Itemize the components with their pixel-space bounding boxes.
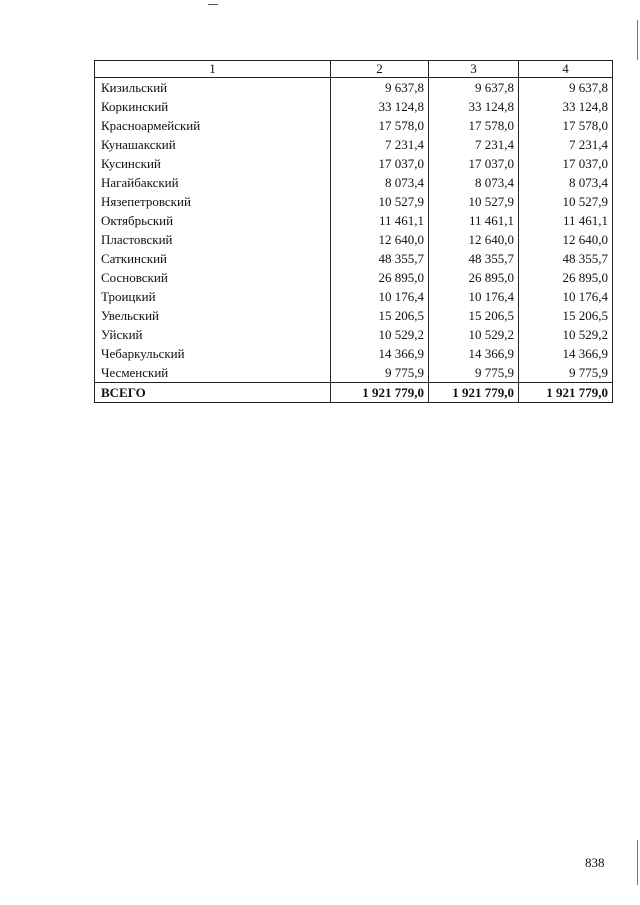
value-cell: 9 775,9 [331, 363, 429, 383]
table-row [95, 116, 613, 135]
table-row [95, 325, 613, 344]
value-cell: 12 640,0 [519, 230, 613, 249]
value-cell: 15 206,5 [429, 306, 519, 325]
total-label: ВСЕГО [95, 383, 331, 403]
value-cell: 17 037,0 [519, 154, 613, 173]
value-cell: 9 637,8 [331, 78, 429, 98]
table-row [95, 78, 613, 98]
value-cell: 48 355,7 [519, 249, 613, 268]
header-row [95, 61, 613, 78]
value-cell: 7 231,4 [429, 135, 519, 154]
table-body [95, 78, 613, 383]
column-header: 4 [519, 61, 613, 78]
value-cell: 8 073,4 [429, 173, 519, 192]
column-header: 1 [95, 61, 331, 78]
value-cell: 10 527,9 [519, 192, 613, 211]
value-cell: 15 206,5 [331, 306, 429, 325]
district-name-cell: Кизильский [95, 78, 331, 98]
total-row [95, 383, 613, 403]
value-cell: 10 529,2 [331, 325, 429, 344]
scan-edge-bottom [637, 840, 638, 885]
value-cell: 12 640,0 [429, 230, 519, 249]
value-cell: 8 073,4 [519, 173, 613, 192]
value-cell: 10 527,9 [429, 192, 519, 211]
table-row [95, 154, 613, 173]
page-number: 838 [585, 855, 605, 870]
total-value: 1 921 779,0 [429, 383, 519, 403]
district-name-cell: Чесменский [95, 363, 331, 383]
value-cell: 10 176,4 [519, 287, 613, 306]
value-cell: 10 176,4 [331, 287, 429, 306]
district-name-cell: Увельский [95, 306, 331, 325]
value-cell: 17 578,0 [331, 116, 429, 135]
district-name-cell: Кусинский [95, 154, 331, 173]
district-name-cell: Саткинский [95, 249, 331, 268]
value-cell: 12 640,0 [331, 230, 429, 249]
value-cell: 33 124,8 [331, 97, 429, 116]
value-cell: 26 895,0 [519, 268, 613, 287]
district-name-cell: Красноармейский [95, 116, 331, 135]
total-value: 1 921 779,0 [331, 383, 429, 403]
value-cell: 11 461,1 [519, 211, 613, 230]
table-row [95, 363, 613, 383]
value-cell: 14 366,9 [331, 344, 429, 363]
value-cell: 17 578,0 [429, 116, 519, 135]
value-cell: 7 231,4 [519, 135, 613, 154]
value-cell: 33 124,8 [429, 97, 519, 116]
district-name-cell: Кунашакский [95, 135, 331, 154]
table-row [95, 249, 613, 268]
table-row [95, 344, 613, 363]
table-row [95, 287, 613, 306]
value-cell: 9 775,9 [519, 363, 613, 383]
district-name-cell: Троицкий [95, 287, 331, 306]
district-name-cell: Чебаркульский [95, 344, 331, 363]
value-cell: 10 176,4 [429, 287, 519, 306]
table-row [95, 230, 613, 249]
district-name-cell: Пластовский [95, 230, 331, 249]
value-cell: 8 073,4 [331, 173, 429, 192]
table-row [95, 135, 613, 154]
value-cell: 17 037,0 [429, 154, 519, 173]
table-row [95, 173, 613, 192]
table-row [95, 211, 613, 230]
district-name-cell: Октябрьский [95, 211, 331, 230]
value-cell: 48 355,7 [429, 249, 519, 268]
value-cell: 26 895,0 [429, 268, 519, 287]
value-cell: 9 637,8 [519, 78, 613, 98]
column-header: 2 [331, 61, 429, 78]
value-cell: 11 461,1 [429, 211, 519, 230]
value-cell: 17 037,0 [331, 154, 429, 173]
table-row [95, 306, 613, 325]
value-cell: 9 637,8 [429, 78, 519, 98]
total-value: 1 921 779,0 [519, 383, 613, 403]
value-cell: 7 231,4 [331, 135, 429, 154]
district-name-cell: Нагайбакский [95, 173, 331, 192]
scan-edge-top [637, 20, 638, 60]
district-name-cell: Коркинский [95, 97, 331, 116]
table-row [95, 192, 613, 211]
column-header: 3 [429, 61, 519, 78]
value-cell: 26 895,0 [331, 268, 429, 287]
data-table [94, 60, 613, 403]
value-cell: 14 366,9 [519, 344, 613, 363]
district-name-cell: Уйский [95, 325, 331, 344]
district-name-cell: Сосновский [95, 268, 331, 287]
table-row [95, 268, 613, 287]
value-cell: 11 461,1 [331, 211, 429, 230]
scan-mark [208, 4, 218, 5]
value-cell: 10 529,2 [519, 325, 613, 344]
value-cell: 17 578,0 [519, 116, 613, 135]
table-row [95, 97, 613, 116]
district-name-cell: Нязепетровский [95, 192, 331, 211]
value-cell: 48 355,7 [331, 249, 429, 268]
value-cell: 10 529,2 [429, 325, 519, 344]
value-cell: 14 366,9 [429, 344, 519, 363]
value-cell: 33 124,8 [519, 97, 613, 116]
value-cell: 9 775,9 [429, 363, 519, 383]
value-cell: 10 527,9 [331, 192, 429, 211]
value-cell: 15 206,5 [519, 306, 613, 325]
